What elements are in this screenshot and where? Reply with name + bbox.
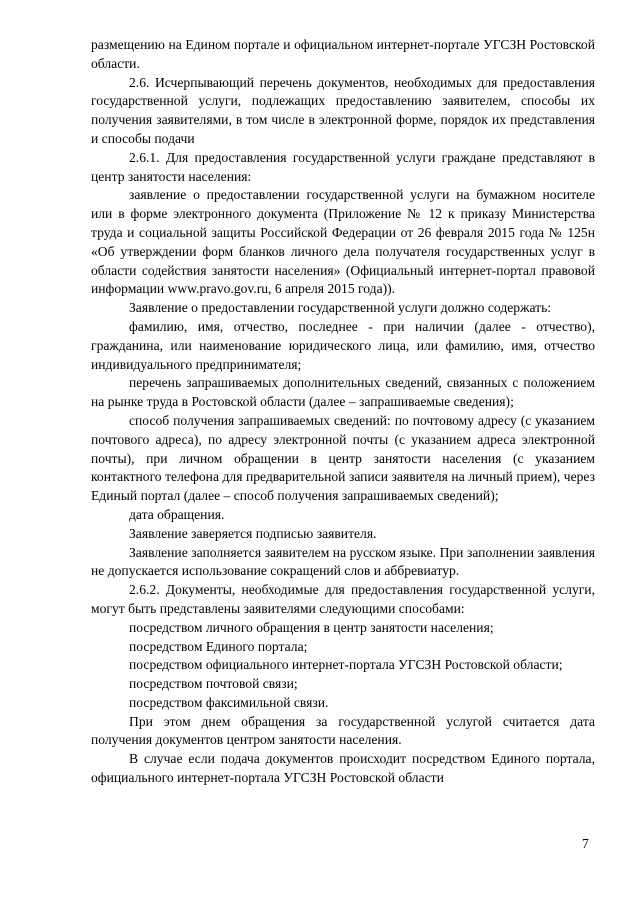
paragraph-19: В случае если подача документов происходит посредством Единого портала, официального интернет-портала УГСЗН Ростовской области xyxy=(91,751,595,786)
paragraph-15: посредством официального интернет-портала УГСЗН Ростовской области; xyxy=(129,657,563,673)
paragraph-13: посредством личного обращения в центр занятости населения; xyxy=(129,619,494,635)
paragraph-5: Заявление о предоставлении государственной услуги должно содержать: xyxy=(129,300,552,316)
paragraph-18: При этом днем обращения за государственной услугой считается дата получения документов центром занятости населения. xyxy=(91,713,595,748)
paragraph-10: Заявление заверяется подписью заявителя. xyxy=(129,525,377,541)
paragraph-3: 2.6.1. Для предоставления государственной услуги граждане представляют в центр занятости населения: xyxy=(91,149,595,184)
paragraph-16: посредством почтовой связи; xyxy=(129,676,298,692)
page-number: 7 xyxy=(582,836,589,851)
paragraph-7: перечень запрашиваемых дополнительных сведений, связанных с положением на рынке труда в Ростовской области (далее – запрашиваемые сведения); xyxy=(91,375,595,410)
paragraph-9: дата обращения. xyxy=(129,506,225,522)
paragraph-6: фамилию, имя, отчество, последнее - при наличии (далее - отчество), гражданина, или наименование юридического лица, или фамилию, имя, отчество индивидуального предпринимателя; xyxy=(91,318,595,372)
paragraph-11: Заявление заполняется заявителем на русском языке. При заполнении заявления не допускается использование сокращений слов и аббревиатур. xyxy=(91,544,595,579)
paragraph-14: посредством Единого портала; xyxy=(129,638,308,654)
paragraph-2: 2.6. Исчерпывающий перечень документов, необходимых для предоставления государственной услуги, подлежащих предоставлению заявителем, способы их получения заявителями, в том числе в электронной форме, порядок их представления и способы подачи xyxy=(91,74,595,146)
paragraph-12: 2.6.2. Документы, необходимые для предоставления государственной услуги, могут быть представлены заявителями следующими способами: xyxy=(91,582,595,616)
paragraph-1: размещению на Едином портале и официальном интернет-портале УГСЗН Ростовской области. xyxy=(91,37,595,71)
paragraph-17: посредством факсимильной связи. xyxy=(129,694,329,710)
paragraph-4: заявление о предоставлении государственной услуги на бумажном носителе или в форме электронного документа (Приложение № 12 к приказу Министерства труда и социальной защиты Российской Федерации от 26 февраля 2015 года № 125н «Об утверждении форм бланков личного дела получателя государственных услуг в области содействия занятости населения» (Официальный интернет-портал правовой информации www.pravo.gov.ru, 6 апреля 2015 года)). xyxy=(91,187,595,297)
paragraph-8: способ получения запрашиваемых сведений: по почтовому адресу (с указанием почтового адреса), по адресу электронной почты (с указанием адреса электронной почты), при личном обращении в центр занятости населения (с указанием контактного телефона для предварительной записи заявителя на личный прием), через Единый портал (далее – способ получения запрашиваемых сведений); xyxy=(91,412,595,504)
document-page xyxy=(91,36,595,788)
